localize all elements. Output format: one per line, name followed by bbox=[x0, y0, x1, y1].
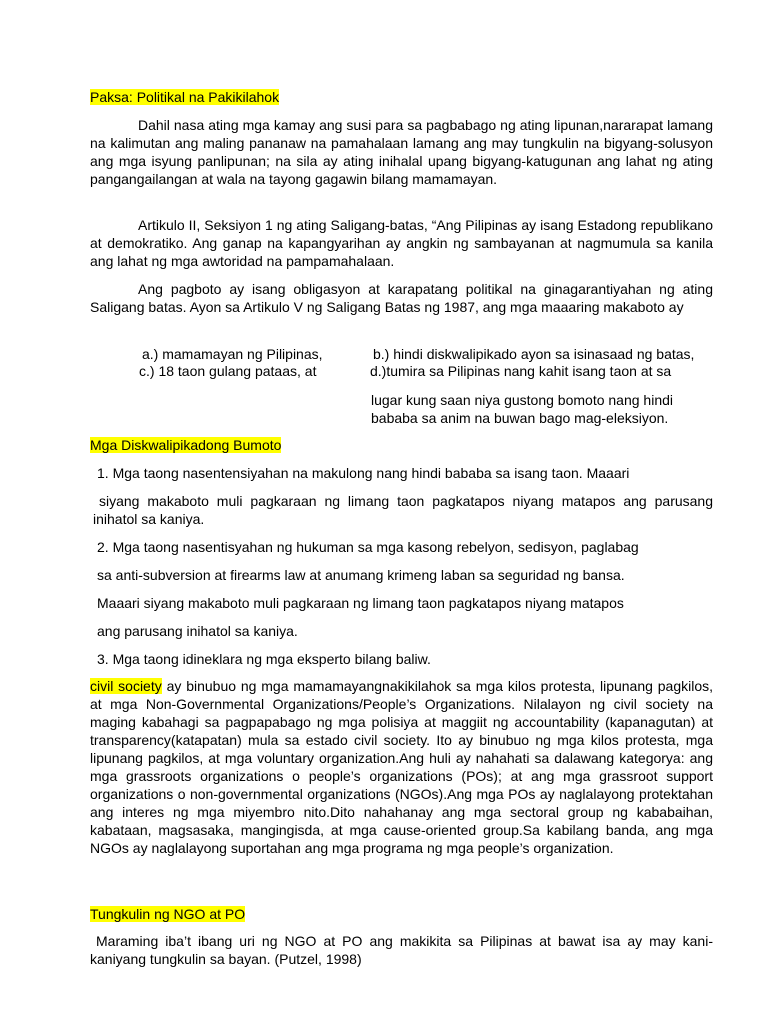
qualification-c: c.) 18 taon gulang pataas, at bbox=[139, 363, 317, 379]
disqualification-2-continued-3: ang parusang inihatol sa kaniya. bbox=[97, 623, 298, 639]
paragraph-civil-society bbox=[90, 677, 713, 857]
disqualification-2-continued-1: sa anti-subversion at firearms law at anumang krimeng laban sa seguridad ng bansa. bbox=[97, 567, 625, 583]
qualification-b: b.) hindi diskwalipikado ayon sa isinasaad ng batas, bbox=[373, 346, 695, 362]
disqualification-2-continued-2: Maaari siyang makaboto muli pagkaraan ng limang taon pagkatapos niyang matapos bbox=[97, 595, 624, 611]
disqualification-1: 1. Mga taong nasentensiyahan na makulong nang hindi bababa sa isang taon. Maaari bbox=[97, 465, 630, 481]
civil-society-body: ay binubuo ng mga mamamayangnakikilahok sa mga kilos protesta, lipunang pagkilos, at mga Non-Governmental Organizations/People’s Organizations. Nilalayon ng civil society na maging kabahagi sa pagpapabago ng mga polisiya at maggiit ng accountability (kapanagutan) at transparency(katapatan) mula sa estado civil society. Ito ay binubuo ng mga kilos protesta, mga lipunang pagkilos, at mga voluntary organization.Ang huli ay nahahati sa dalawang kategorya: ang mga grassroots organizations o people’s organizations (POs); at ang mga grassroot support organizations o non-governmental organizations (NGOs).Ang mga POs ay naglalayong protektahan ang interes ng mga miyembro nito.Dito nahahanay ang mga sectoral group ng kababaihan, kabataan, magsasaka, mangingisda, at mga cause-oriented group.Sa kabilang banda, ang mga NGOs ay naglalayong suportahan ang mga programa ng mga people’s organization. bbox=[90, 678, 714, 856]
paragraph-ngo-po: Maraming iba’t ibang uri ng NGO at PO ang makikita sa Pilipinas at bawat isa ay may kani-kaniyang tungkulin sa bayan. (Putzel, 1998) bbox=[90, 933, 713, 967]
civil-society-term: civil society bbox=[90, 678, 162, 694]
qualification-d: d.)tumira sa Pilipinas nang kahit isang taon at sa bbox=[370, 363, 672, 379]
disqualification-2: 2. Mga taong nasentisyahan ng hukuman sa mga kasong rebelyon, sedisyon, paglabag bbox=[97, 539, 639, 555]
qualification-d-continued-2: bababa sa anim na buwan bago mag-eleksiyon. bbox=[371, 410, 669, 426]
section-heading-tungkulin: Tungkulin ng NGO at PO bbox=[90, 906, 246, 922]
qualification-d-continued-1: lugar kung saan niya gustong bomoto nang hindi bbox=[371, 392, 673, 408]
qualification-a: a.) mamamayan ng Pilipinas, bbox=[142, 346, 323, 362]
disqualification-1-continued: siyang makaboto muli pagkaraan ng limang taon pagkatapos niyang matapos ang parusang inihatol sa kaniya. bbox=[93, 493, 713, 527]
disqualification-3: 3. Mga taong idineklara ng mga eksperto bilang baliw. bbox=[97, 651, 431, 667]
paragraph-artikulo-ii: Artikulo II, Seksiyon 1 ng ating Saligang-batas, “Ang Pilipinas ay isang Estadong republikano at demokratiko. Ang ganap na kapangyarihan ay angkin ng sambayanan at nagmumula sa kanila ang lahat ng mga awtoridad na pampamahalaan. bbox=[90, 217, 713, 269]
section-heading-diskwalipikado: Mga Diskwalipikadong Bumoto bbox=[90, 437, 282, 453]
section-heading-paksa: Paksa: Politikal na Pakikilahok bbox=[90, 89, 280, 105]
paragraph-pagboto: Ang pagboto ay isang obligasyon at karapatang politikal na ginagarantiyahan ng ating Saligang batas. Ayon sa Artikulo V ng Saligang Batas ng 1987, ang mga maaaring makaboto ay bbox=[90, 281, 713, 315]
paragraph-lipunan: Dahil nasa ating mga kamay ang susi para sa pagbabago ng ating lipunan,nararapat lamang na kalimutan ang maling pananaw na pamahalaan lamang ang may tungkulin na bigyang-solusyon ang mga isyung panlipunan; na sila ay ating inihalal upang bigyang-katugunan ang lahat ng ating pangangailangan at wala na tayong gagawin bilang mamamayan. bbox=[90, 117, 713, 187]
